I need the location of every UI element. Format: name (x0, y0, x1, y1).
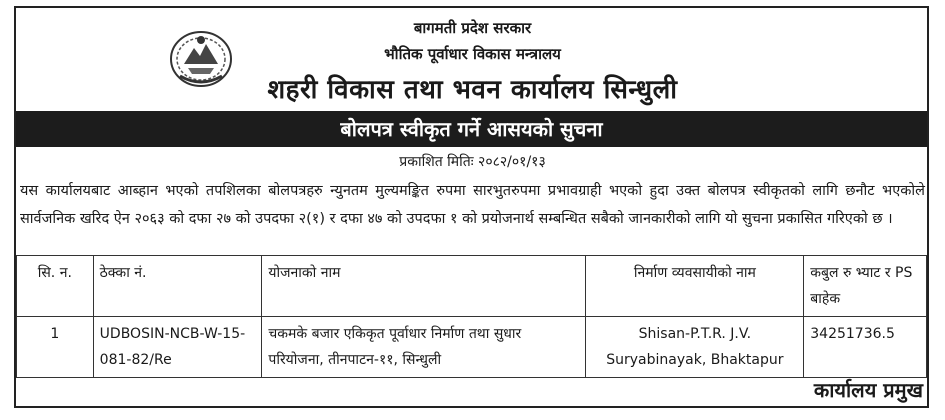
published-date: प्रकाशित मितिः २०८२/०१/१३ (399, 154, 546, 170)
table-row (17, 317, 927, 378)
col-header-contractor: निर्माण व्यवसायीको नाम (586, 256, 804, 317)
notice-body: यस कार्यालयबाट आब्हान भएको तपशिलका बोलपत्रहरु न्युनतम मुल्यमङ्कित रुपमा सारभुतरुपमा प्रभावग्राही भएको हुदा उक्त बोलपत्र स्वीकृतको लागि छनौट भएकोले सार्वजनिक खरिद ऐन २०६३ को दफा २७ को उपदफा २(१) र दफा ४७ को उपदफा १ को प्रयोजनार्थ सम्बन्धित सबैको जानकारीको लागि यो सुचना प्रकासित गरिएको छ । (20, 183, 925, 227)
cell-contract: UDBOSIN-NCB-W-15-081-82/Re (93, 317, 262, 378)
notice-title-banner: बोलपत्र स्वीकृत गर्ने आसयको सुचना (16, 111, 927, 147)
col-header-contract: ठेक्का नं. (93, 256, 262, 317)
bid-table (16, 255, 927, 378)
col-header-amount: कबुल रु भ्याट र PS बाहेक (804, 256, 927, 317)
office-name: शहरी विकास तथा भवन कार्यालय सिन्धुली (267, 75, 678, 105)
table-header-row (17, 256, 927, 317)
province-government: बागमती प्रदेश सरकार (413, 19, 532, 37)
office-chief-signature: कार्यालय प्रमुख (813, 378, 923, 402)
cell-amount: 34251736.5 (804, 317, 927, 378)
col-header-project: योजनाको नाम (262, 256, 586, 317)
cell-contractor: Shisan-P.T.R. J.V. Suryabinayak, Bhaktapur (586, 317, 804, 378)
ministry-name: भौतिक पूर्वाधार विकास मन्त्रालय (384, 45, 561, 63)
cell-sn: 1 (17, 317, 94, 378)
col-header-sn: सि. न. (17, 256, 94, 317)
cell-project: चकमके बजार एकिकृत पूर्वाधार निर्माण तथा सुधार परियोजना, तीनपाटन-११, सिन्धुली (262, 317, 586, 378)
